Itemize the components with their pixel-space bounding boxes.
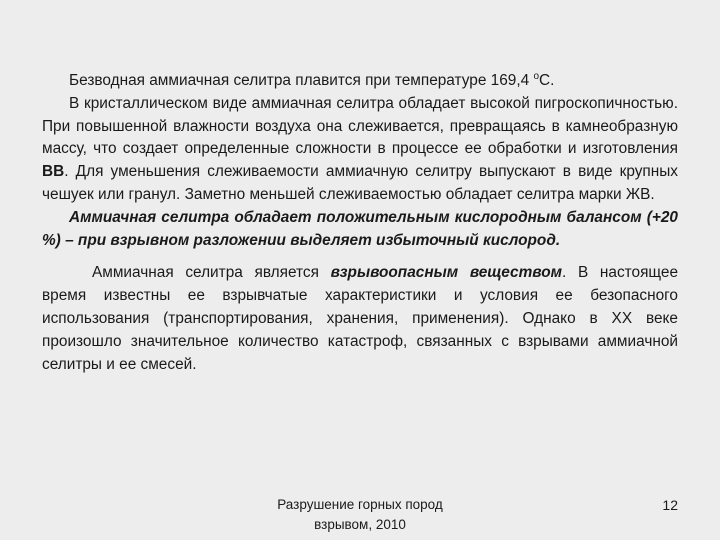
- paragraph-text: С.: [539, 72, 555, 89]
- paragraph-text: . В настоящее время известны ее взрывчатые характеристики и условия ее безопасного использования (транспортирования, хранения, применения). Однако в XX веке произошло значительное количество катастроф, связанных с взрывами аммиачной селитры и ее смесей.: [42, 264, 679, 373]
- bold-term: ВВ: [42, 163, 65, 181]
- degree-superscript: о: [533, 70, 540, 82]
- paragraph-hygroscopicity: [42, 93, 678, 207]
- paragraph-text: Безводная аммиачная селитра плавится при температуре 169,4: [69, 72, 534, 89]
- paragraph-melting-point: [42, 70, 678, 93]
- bold-italic-text: Аммиачная селитра обладает положительным кислородным балансом (+20 %) – при взрывном разложении выделяет избыточный кислород.: [42, 208, 678, 249]
- paragraph-text: В кристаллическом виде аммиачная селитра обладает высокой пигроскопичностью. При повышенной влажности воздуха она слеживается, превращаясь в камнеобразную массу, что создает определенные сложности в процессе ее обработки и изготовления: [42, 94, 678, 158]
- body-text: [42, 70, 678, 376]
- footer-line: Разрушение горных пород: [277, 497, 443, 512]
- paragraph-text: . Для уменьшения слеживаемости аммиачную селитру выпускают в виде крупных чешуек или гранул. Заметно меньшей слеживаемостью обладает селитра марки ЖВ.: [42, 163, 678, 203]
- paragraph-text: Аммиачная селитра является: [92, 264, 331, 282]
- paragraph-oxygen-balance: [42, 207, 678, 253]
- footer-line: взрывом, 2010: [314, 517, 406, 532]
- bold-italic-term: взрывоопасным веществом: [330, 264, 562, 282]
- page-number: 12: [662, 497, 678, 513]
- paragraph-explosive: [42, 262, 678, 376]
- footer-title: [240, 495, 480, 535]
